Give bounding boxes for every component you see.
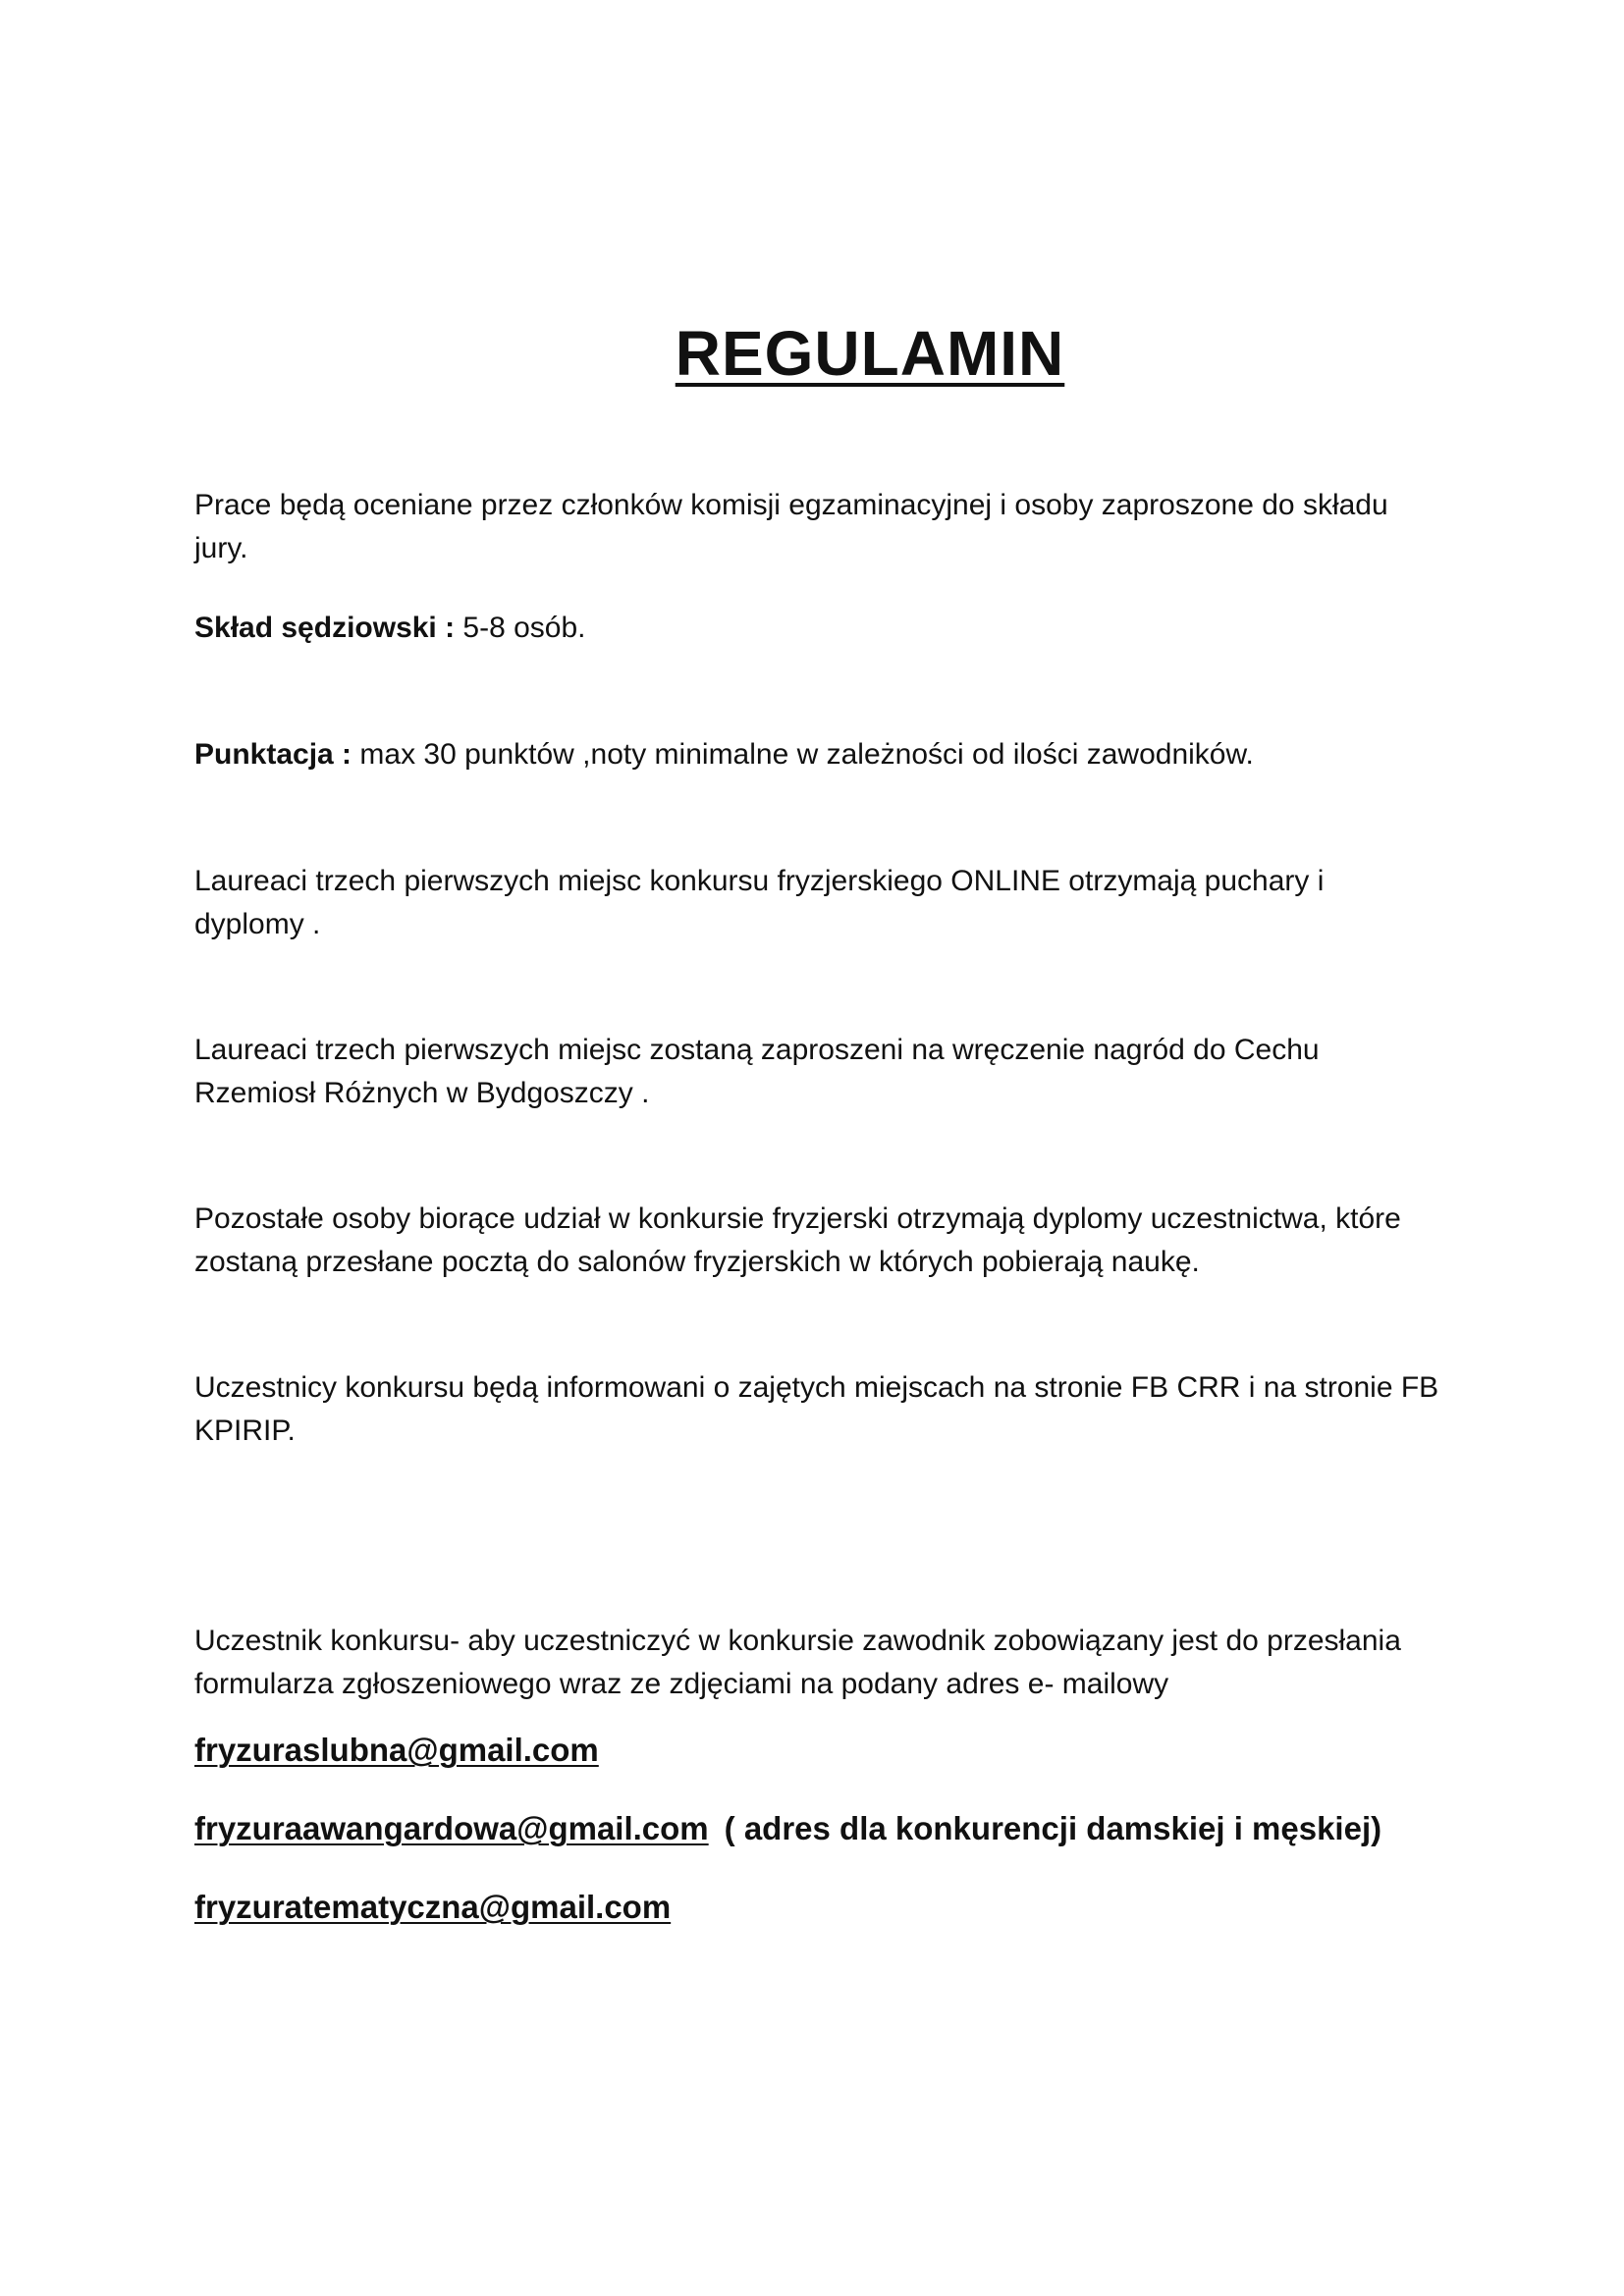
judges-label: Skład sędziowski : [194,612,456,644]
paragraph-scoring [194,733,1441,776]
email-line-2 [194,1807,1471,1850]
email-link-slubna[interactable]: fryzuraslubna@gmail.com [194,1732,599,1768]
page-title [0,316,1624,391]
email-link-awangardowa[interactable]: fryzuraawangardowa@gmail.com [194,1810,709,1846]
judges-value: 5-8 osób. [455,612,586,644]
paragraph-judges [194,607,1441,650]
page-title-text: REGULAMIN [675,318,1065,389]
paragraph-results-info: Uczestnicy konkursu będą informowani o zajętych miejscach na stronie FB CRR i na stronie FB KPIRIP. [194,1371,1439,1447]
paragraph-jury: Prace będą oceniane przez członków komisji egzaminacyjnej i osoby zaproszone do składu jury. [194,489,1388,564]
email-line-3 [194,1886,1471,1929]
paragraph-laureates-ceremony: Laureaci trzech pierwszych miejsc zostaną zaproszeni na wręczenie nagród do Cechu Rzemiosł Różnych w Bydgoszczy . [194,1034,1320,1109]
scoring-value: max 30 punktów ,noty minimalne w zależności od ilości zawodników. [352,738,1254,771]
paragraph-other-participants: Pozostałe osoby biorące udział w konkursie fryzjerski otrzymają dyplomy uczestnictwa, które zostaną przesłane pocztą do salonów fryzjerskich w których pobierają naukę. [194,1202,1401,1278]
paragraph-submission: Uczestnik konkursu- aby uczestniczyć w konkursie zawodnik zobowiązany jest do przesłania formularza zgłoszeniowego wraz ze zdjęciami na podany adres e- mailowy [194,1625,1401,1700]
paragraph-laureates-prizes: Laureaci trzech pierwszych miejsc konkursu fryzjerskiego ONLINE otrzymają puchary i dyplomy . [194,865,1325,940]
email-link-tematyczna[interactable]: fryzuratematyczna@gmail.com [194,1889,672,1925]
scoring-label: Punktacja : [194,738,352,771]
email-note: ( adres dla konkurencji damskiej i męskiej) [724,1810,1382,1846]
email-line-1 [194,1729,1471,1772]
